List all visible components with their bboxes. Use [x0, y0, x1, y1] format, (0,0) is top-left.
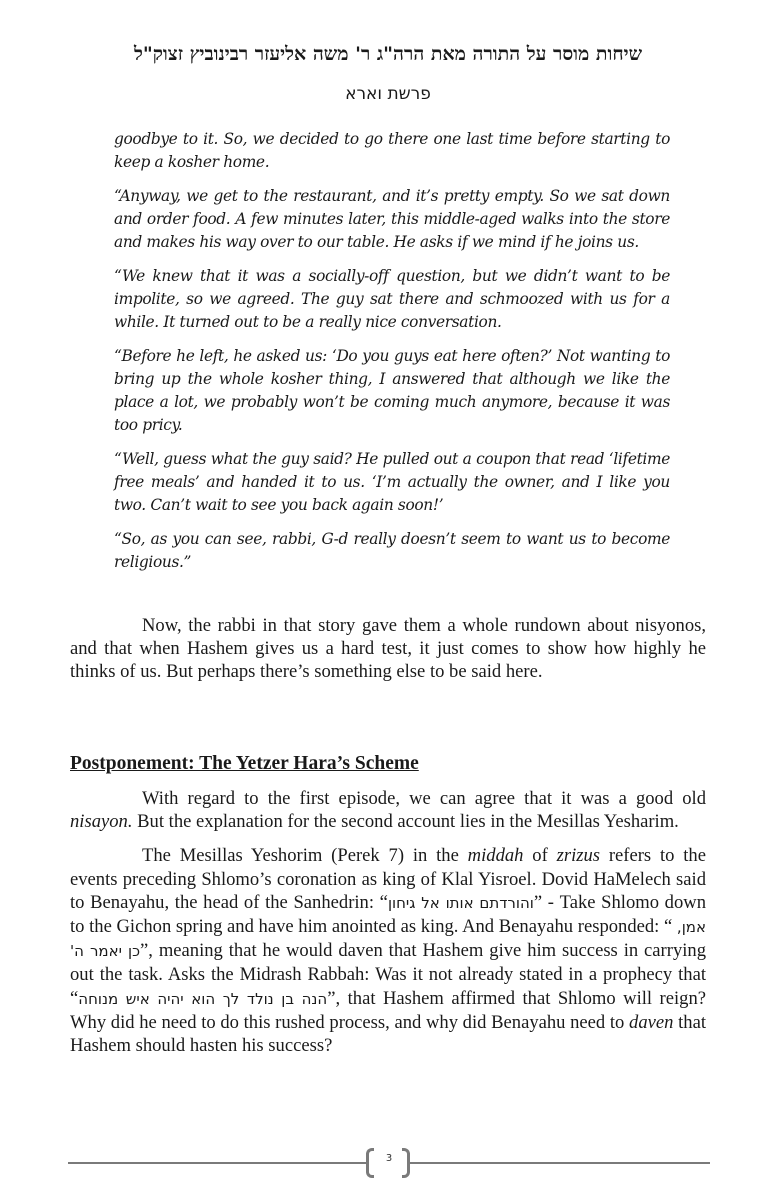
footer-bracket-left — [366, 1148, 374, 1178]
text-run: refers to the events preceding Shlomo’s coronation as king of Klal Yisroel. Dovid HaMelech said to Benayahu, the head of the Sanhedrin: “ — [70, 845, 706, 913]
rabbi-paragraph-block — [70, 614, 706, 695]
section-heading: Postponement: The Yetzer Hara’s Scheme — [70, 753, 419, 774]
quote-paragraph: “Well, guess what the guy said? He pulled out a coupon that read ‘lifetime free meals’ and handed it to us. ‘I’m actually the owner, and I like you two. Can’t wait to see you back again soon!’ — [114, 450, 670, 514]
text-run: of — [523, 845, 557, 867]
story-quote-block — [114, 128, 670, 585]
emphasis-term: daven — [629, 1011, 674, 1033]
text-run: ”, meaning that he would daven that Hashem give him success in carrying out the task. Asks the Midrash Rabbah: Was it not already stated in a prophecy that “ — [70, 940, 706, 1009]
emphasis-term: zrizus — [556, 845, 601, 867]
text-run: ” - Take Shlomo down to the Gichon spring and have him anointed as king. And Benayahu responded: “ — [70, 891, 706, 938]
emphasis-term: middah — [467, 845, 524, 867]
page-number: 3 — [385, 1153, 393, 1164]
emphasis-term: nisayon. — [70, 811, 133, 833]
quote-paragraph: “We knew that it was a socially-off question, but we didn’t want to be impolite, so we agreed. The guy sat there and schmoozed with us for a while. It turned out to be a really nice conversation. — [114, 267, 670, 331]
running-header-title: שיחות מוסר על התורה מאת הרה"ג ר' משה אליעזר רבינוביץ זצוק"ל — [133, 43, 643, 65]
hebrew-quote: אמן, כן יאמר ה' — [70, 918, 706, 961]
footer-rule-right — [408, 1162, 710, 1164]
text-run: But the explanation for the second account lies in the Mesillas Yesharim. — [132, 811, 679, 833]
text-run: The Mesillas Yeshorim (Perek 7) in the — [142, 845, 468, 867]
quote-paragraph: “Anyway, we get to the restaurant, and it’s pretty empty. So we sat down and order food. A few minutes later, this middle-aged walks into the store and makes his way over to our table. He asks if we mind if he joins us. — [114, 187, 670, 251]
quote-paragraph: “Before he left, he asked us: ‘Do you guys eat here often?’ Not wanting to bring up the whole kosher thing, I answered that although we like the place a lot, we probably won’t be coming much anymore, because it was too pricy. — [114, 347, 670, 434]
hebrew-quote: הנה בן נולד לך הוא יהיה איש מנוחה — [78, 989, 328, 1008]
text-run: ”, that Hashem affirmed that Shlomo will reign? Why did he need to do this rushed process, and why did Benayahu need to — [70, 987, 706, 1033]
body-paragraph — [70, 844, 706, 1057]
text-run: With regard to the first episode, we can agree that it was a good old — [142, 788, 706, 809]
hebrew-quote: והורדתם אותו אל גיחון — [387, 893, 534, 912]
body-paragraph: Now, the rabbi in that story gave them a whole rundown about nisyonos, and that when Hashem gives us a hard test, it just comes to show how highly he thinks of us. But perhaps there’s something else to be said here. — [70, 615, 706, 683]
quote-paragraph: “So, as you can see, rabbi, G-d really doesn’t seem to want us to become religious.” — [114, 530, 670, 571]
quote-paragraph: goodbye to it. So, we decided to go there one last time before starting to keep a kosher home. — [114, 130, 670, 171]
text-run: that Hashem should hasten his success? — [70, 1011, 706, 1057]
body-paragraph — [70, 787, 706, 833]
footer-rule-left — [68, 1162, 368, 1164]
section-body — [70, 787, 706, 1068]
running-header-parsha: פרשת וארא — [345, 84, 431, 104]
